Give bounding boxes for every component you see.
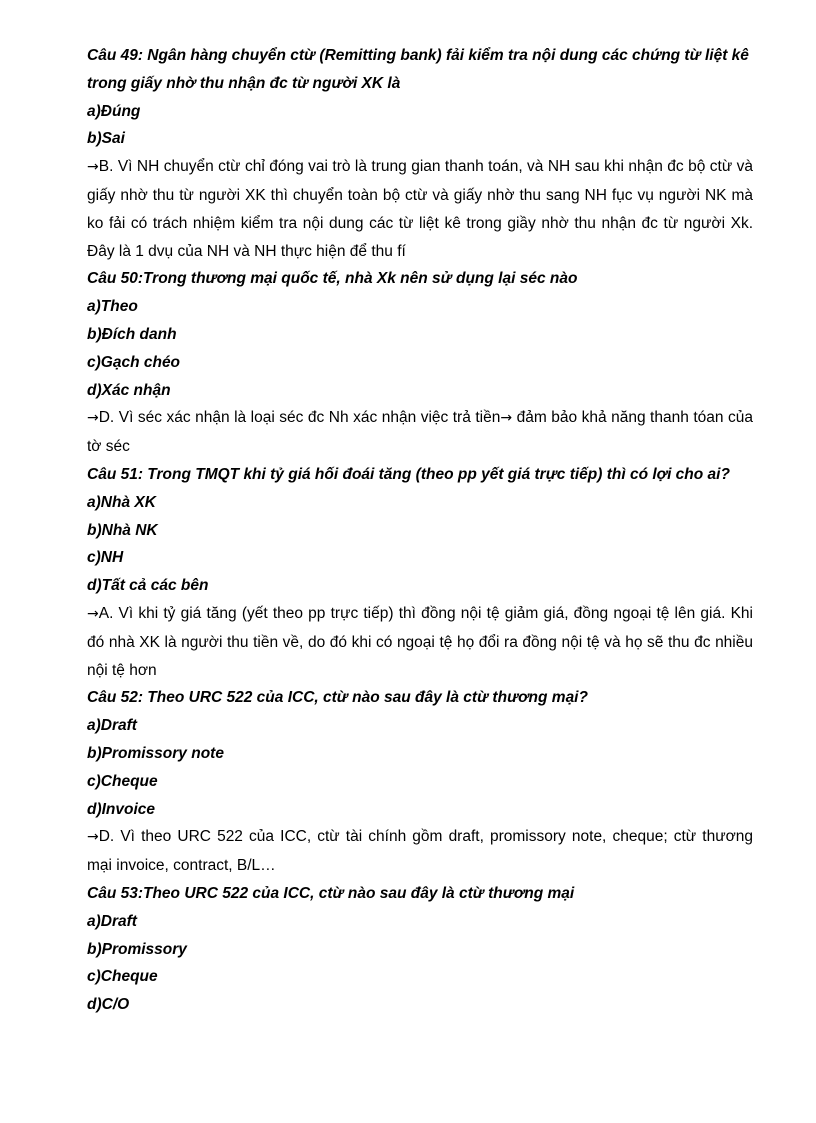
option-52-d: d)Invoice [87, 800, 156, 818]
answer-51-text: A. Vì khi tỷ giá tăng (yết theo pp trực tiếp) thì đồng nội tệ giảm giá, đồng ngoại tệ lên giá. Khi đó nhà XK là người thu tiền về, do đó khi có ngoại tệ họ đổi ra đồng nội tệ và họ sẽ thu đc nhiều nội tệ hơn [87, 604, 753, 679]
option-49-a: a)Đúng [87, 102, 141, 120]
answer-52 [87, 823, 753, 880]
arrow-icon: → [87, 410, 99, 427]
option-51-b: b)Nhà NK [87, 521, 158, 539]
option-49-b: b)Sai [87, 130, 125, 148]
answer-49 [87, 153, 753, 265]
option-53-d: d)C/O [87, 996, 130, 1014]
option-53-b: b)Promissory [87, 940, 187, 958]
answer-50-text-2: đảm bảo khả năng thanh tóan của tờ séc [87, 409, 754, 456]
arrow-icon: → [500, 410, 513, 427]
option-53-c: c)Cheque [87, 968, 158, 986]
option-53-a: a)Draft [87, 912, 137, 930]
arrow-icon: → [87, 829, 99, 846]
answer-50-text-1: D. Vì séc xác nhận là loại séc đc Nh xác nhận việc trả tiền [98, 409, 501, 427]
option-51-d: d)Tất cả các bên [87, 577, 209, 595]
answer-49-text: B. Vì NH chuyển ctừ chỉ đóng vai trò là trung gian thanh toán, và NH sau khi nhận đc bộ ctừ và giấy nhờ thu từ người XK thì chuyển toàn bộ ctừ và giấy nhờ thu sang NH fục vụ người NK mà ko fải có trách nhiệm kiểm tra nội dung các từ liệt kê trong giầy nhờ thu nhận đc từ người Xk. Đây là 1 dvụ của NH và NH thực hiện để thu fí [87, 158, 753, 260]
question-49: Câu 49: Ngân hàng chuyển ctừ (Remitting bank) fải kiểm tra nội dung các chứng từ liệt kê trong giấy nhờ thu nhận đc từ người XK là [87, 47, 749, 92]
option-50-d: d)Xác nhận [87, 381, 171, 399]
option-50-b: b)Đích danh [87, 325, 177, 343]
option-50-a: a)Theo [87, 298, 138, 316]
option-52-b: b)Promissory note [87, 744, 224, 762]
arrow-icon: → [87, 605, 99, 622]
document-page [87, 42, 753, 1019]
answer-50 [87, 404, 753, 461]
option-52-a: a)Draft [87, 717, 137, 735]
option-51-a: a)Nhà XK [87, 493, 156, 511]
option-50-c: c)Gạch chéo [87, 353, 181, 371]
answer-52-text: D. Vì theo URC 522 của ICC, ctừ tài chính gồm draft, promissory note, cheque; ctừ thương mại invoice, contract, B/L… [87, 828, 753, 875]
question-51: Câu 51: Trong TMQT khi tỷ giá hối đoái tăng (theo pp yết giá trực tiếp) thì có lợi cho ai? [87, 465, 730, 483]
question-53: Câu 53:Theo URC 522 của ICC, ctừ nào sau đây là ctừ thương mại [87, 884, 575, 902]
arrow-icon: → [87, 159, 99, 176]
answer-51 [87, 600, 753, 684]
option-52-c: c)Cheque [87, 772, 158, 790]
question-52: Câu 52: Theo URC 522 của ICC, ctừ nào sau đây là ctừ thương mại? [87, 689, 588, 707]
question-50: Câu 50:Trong thương mại quốc tế, nhà Xk nên sử dụng lại séc nào [87, 270, 578, 288]
option-51-c: c)NH [87, 549, 124, 567]
